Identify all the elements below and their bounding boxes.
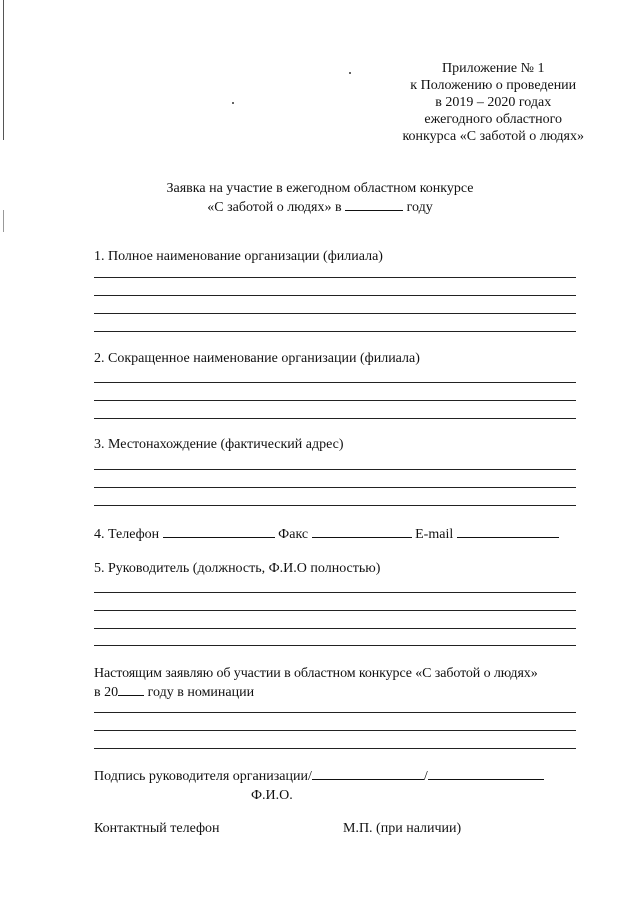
appendix-line: конкурса «С заботой о людях» bbox=[402, 129, 584, 144]
contacts-row bbox=[94, 524, 584, 543]
short-name-line[interactable] bbox=[94, 400, 576, 401]
appendix-header bbox=[402, 60, 584, 145]
director-line[interactable] bbox=[94, 610, 576, 611]
address-line[interactable] bbox=[94, 469, 576, 470]
stamp-label: М.П. (при наличии) bbox=[343, 821, 462, 836]
full-name-line[interactable] bbox=[94, 277, 576, 278]
director-line[interactable] bbox=[94, 645, 576, 646]
signature-label: Подпись руководителя организации/ bbox=[94, 769, 312, 784]
short-name-line[interactable] bbox=[94, 382, 576, 383]
statement-year-field[interactable] bbox=[118, 683, 144, 696]
short-name-line[interactable] bbox=[94, 418, 576, 419]
title-line-1: Заявка на участие в ежегодном областном конкурсе bbox=[166, 181, 474, 196]
full-name-line[interactable] bbox=[94, 331, 576, 332]
scan-speck bbox=[232, 102, 234, 104]
appendix-line: Приложение № 1 bbox=[441, 61, 545, 76]
signature-separator: / bbox=[423, 769, 428, 784]
title-prefix: «С заботой о людях» в bbox=[207, 200, 342, 215]
title-line-2 bbox=[0, 198, 640, 217]
phone-label: 4. Телефон bbox=[94, 527, 160, 542]
section-2-label: 2. Сокращенное наименование организации (филиала) bbox=[94, 351, 420, 366]
address-line[interactable] bbox=[94, 487, 576, 488]
address-line[interactable] bbox=[94, 505, 576, 506]
section-3-label: 3. Местонахождение (фактический адрес) bbox=[94, 437, 344, 452]
email-label: E-mail bbox=[415, 527, 454, 542]
phone-field[interactable] bbox=[163, 524, 275, 538]
director-line[interactable] bbox=[94, 592, 576, 593]
full-name-line[interactable] bbox=[94, 295, 576, 296]
fax-label: Факс bbox=[278, 527, 309, 542]
scan-speck bbox=[349, 72, 351, 74]
page-edge-shadow bbox=[3, 0, 4, 140]
fax-field[interactable] bbox=[312, 524, 412, 538]
appendix-line: к Положению о проведении bbox=[410, 78, 577, 93]
document-title bbox=[0, 179, 640, 217]
signature-field[interactable] bbox=[312, 767, 424, 780]
appendix-line: ежегодного областного bbox=[424, 112, 563, 127]
nomination-line[interactable] bbox=[94, 712, 576, 713]
statement bbox=[94, 664, 580, 702]
statement-line-1: Настоящим заявляю об участии в областном конкурсе «С заботой о людях» bbox=[94, 666, 538, 681]
appendix-line: в 2019 – 2020 годах bbox=[435, 95, 552, 110]
year-field[interactable] bbox=[345, 198, 403, 211]
section-5-label: 5. Руководитель (должность, Ф.И.О полностью) bbox=[94, 561, 381, 576]
email-field[interactable] bbox=[457, 524, 559, 538]
statement-year-prefix: в 20 bbox=[94, 685, 119, 700]
nomination-line[interactable] bbox=[94, 730, 576, 731]
full-name-line[interactable] bbox=[94, 313, 576, 314]
nomination-line[interactable] bbox=[94, 748, 576, 749]
fio-field[interactable] bbox=[428, 767, 544, 780]
statement-line-2 bbox=[94, 683, 580, 702]
title-suffix: году bbox=[406, 200, 433, 215]
contact-phone-label: Контактный телефон bbox=[94, 821, 220, 836]
director-line[interactable] bbox=[94, 628, 576, 629]
section-1-label: 1. Полное наименование организации (филиала) bbox=[94, 249, 383, 264]
fio-caption: Ф.И.О. bbox=[251, 788, 293, 803]
statement-nomination-label: году в номинации bbox=[147, 685, 255, 700]
signature-row bbox=[94, 767, 544, 785]
